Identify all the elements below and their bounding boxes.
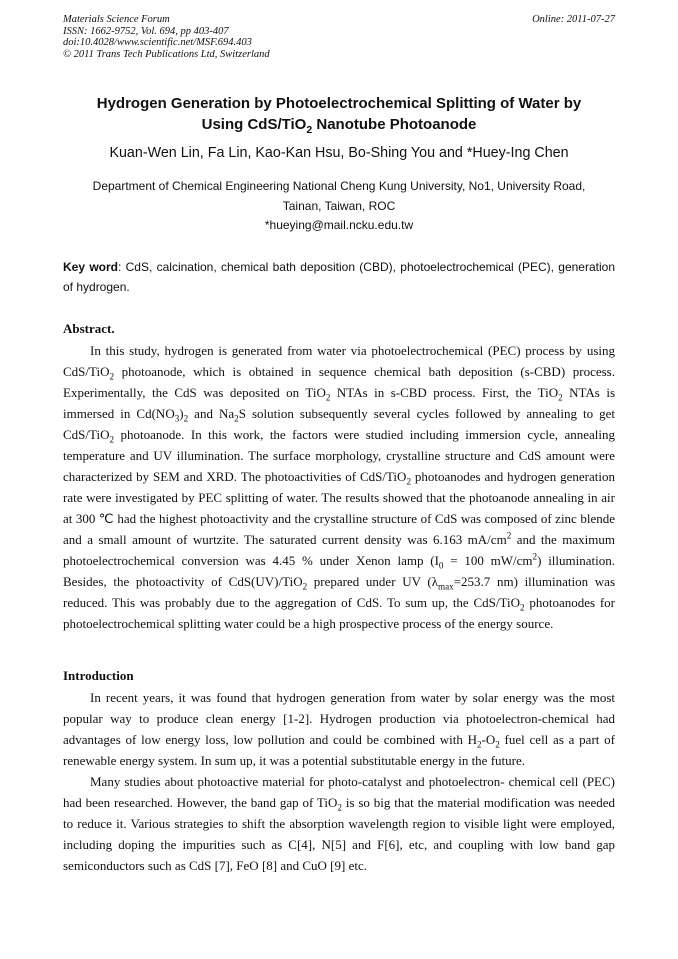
author-email: *hueying@mail.ncku.edu.tw — [264, 218, 414, 232]
author-list: Kuan-Wen Lin, Fa Lin, Kao-Kan Hsu, Bo-Shing You and *Huey-Ing Chen — [109, 145, 569, 161]
title-text: Nanotube Photoanode — [312, 116, 477, 133]
introduction-heading: Introduction — [63, 668, 134, 683]
title-text: Using CdS/TiO — [201, 116, 307, 133]
paragraph-text: = 100 mW/cm — [443, 553, 533, 568]
paragraph-text: =253.7 nm) illumination was reduced. This was probably due to the aggregation of CdS. To sum up, the CdS/TiO — [63, 574, 616, 610]
subscript: 2 — [337, 802, 342, 813]
subscript: 2 — [183, 413, 189, 424]
paragraph-text: In recent years, it was found that hydrogen generation from water by solar energy was the most popular way to produce clean energy [1-2]. Hydrogen production via photoelectron-chemical had advantages of low energy loss, low pollution and could be combined with H — [63, 690, 615, 747]
affiliation — [63, 177, 615, 236]
subscript: 2 — [476, 739, 482, 750]
subscript: 0 — [438, 560, 444, 571]
paragraph-text: Many studies about photoactive material for photo-catalyst and photoelectron- chemical cell (PEC) had been researched. However, the band gap of TiO — [63, 774, 615, 810]
subscript: 2 — [234, 413, 239, 424]
subscript: 2 — [495, 739, 500, 750]
paragraph-text: photoanodes for photoelectrochemical splitting water could be a high prospective process of the energy source. — [63, 595, 615, 631]
copyright-line: © 2011 Trans Tech Publications Ltd, Switzerland — [63, 48, 270, 60]
journal-name: Materials Science Forum — [63, 14, 170, 25]
paragraph-text: In this study, hydrogen is generated from water via photoelectrochemical (PEC) process by using CdS/TiO — [63, 343, 615, 379]
subscript: 2 — [109, 371, 115, 382]
doi-line: doi:10.4028/www.scientific.net/MSF.694.403 — [63, 37, 252, 48]
paragraph-text: NTAs in s-CBD process. First, the TiO — [330, 385, 559, 400]
introduction-paragraph-2 — [63, 771, 615, 876]
paragraph-text: and the maximum photoelectrochemical conversion was 4.45 % under Xenon lamp (I — [63, 532, 616, 568]
abstract-body — [63, 340, 615, 634]
paragraph-text: and Na — [188, 406, 235, 421]
paragraph-text: is so big that the material modification was needed to reduce it. Various strategies to shift the absorption wavelength region to visible light were employed, including doping the impurities such as C[4], N[5] and F[6], etc, and coupling with low band gap semiconductors such as CdS [7], FeO [8] and CuO [9] etc. — [63, 795, 615, 873]
superscript: 2 — [532, 551, 538, 562]
paragraph-text: fuel cell as a part of renewable energy system. In sum up, it was a potential substitutable energy in the future. — [63, 732, 615, 768]
subscript: max — [438, 581, 454, 592]
paragraph-text: ) — [179, 406, 184, 421]
paragraph-text: NTAs is immersed in Cd(NO — [63, 385, 616, 421]
publication-header — [63, 14, 615, 60]
affiliation-line-2: Tainan, Taiwan, ROC — [282, 198, 396, 213]
subscript: 2 — [558, 392, 563, 403]
keywords-label: Key word — [63, 260, 118, 274]
paragraph-text: ) illumination. Besides, the photoactivity of CdS(UV)/TiO — [63, 553, 615, 589]
introduction-paragraph-1 — [63, 687, 615, 771]
paragraph-text: S solution subsequently several cycles followed by annealing to get CdS/TiO — [63, 406, 615, 442]
paper-title — [63, 93, 615, 135]
abstract-heading: Abstract. — [63, 321, 115, 336]
introduction-body-2 — [63, 771, 615, 876]
paragraph-text: -O — [481, 732, 496, 747]
affiliation-line-1: Department of Chemical Engineering National Cheng Kung University, No1, University Road, — [92, 179, 586, 193]
online-date: Online: 2011-07-27 — [532, 14, 615, 25]
superscript: 2 — [506, 530, 512, 541]
keywords-text: : CdS, calcination, chemical bath deposition (CBD), photoelectrochemical (PEC), generation of hydrogen. — [63, 260, 615, 294]
keywords — [63, 257, 615, 297]
paragraph-text: prepared under UV (λ — [307, 574, 439, 589]
subscript: 3 — [174, 413, 180, 424]
paragraph-text: photoanode, which is obtained in sequence chemical bath deposition (s-CBD) process. Experimentally, the CdS was deposited on TiO — [63, 364, 615, 400]
title-line-2 — [63, 114, 615, 135]
introduction-body-1 — [63, 687, 615, 771]
subscript: 2 — [406, 476, 411, 487]
abstract-paragraph — [63, 340, 615, 634]
issn-line: ISSN: 1662-9752, Vol. 694, pp 403-407 — [63, 25, 229, 37]
subscript: 2 — [302, 581, 308, 592]
title-line-1: Hydrogen Generation by Photoelectrochemical Splitting of Water by — [96, 95, 582, 112]
title-subscript: 2 — [306, 124, 313, 136]
paragraph-text: photoanodes and hydrogen generation rate were investigated by PEC splitting of water. The results showed that the photoanode annealing in air at 300 ℃ had the highest photoactivity and the crystalline structure of CdS was composed of zinc blende and a small amount of wurtzite. The saturated current density was 6.163 mA/cm — [63, 469, 615, 547]
subscript: 2 — [520, 602, 525, 613]
paragraph-text: photoanode. In this work, the factors were studied including immersion cycle, annealing temperature and UV illumination. The surface morphology, crystalline structure and CdS amount were characterized by SEM and XRD. The photoactivities of CdS/TiO — [63, 427, 615, 484]
subscript: 2 — [109, 434, 115, 445]
subscript: 2 — [325, 392, 331, 403]
